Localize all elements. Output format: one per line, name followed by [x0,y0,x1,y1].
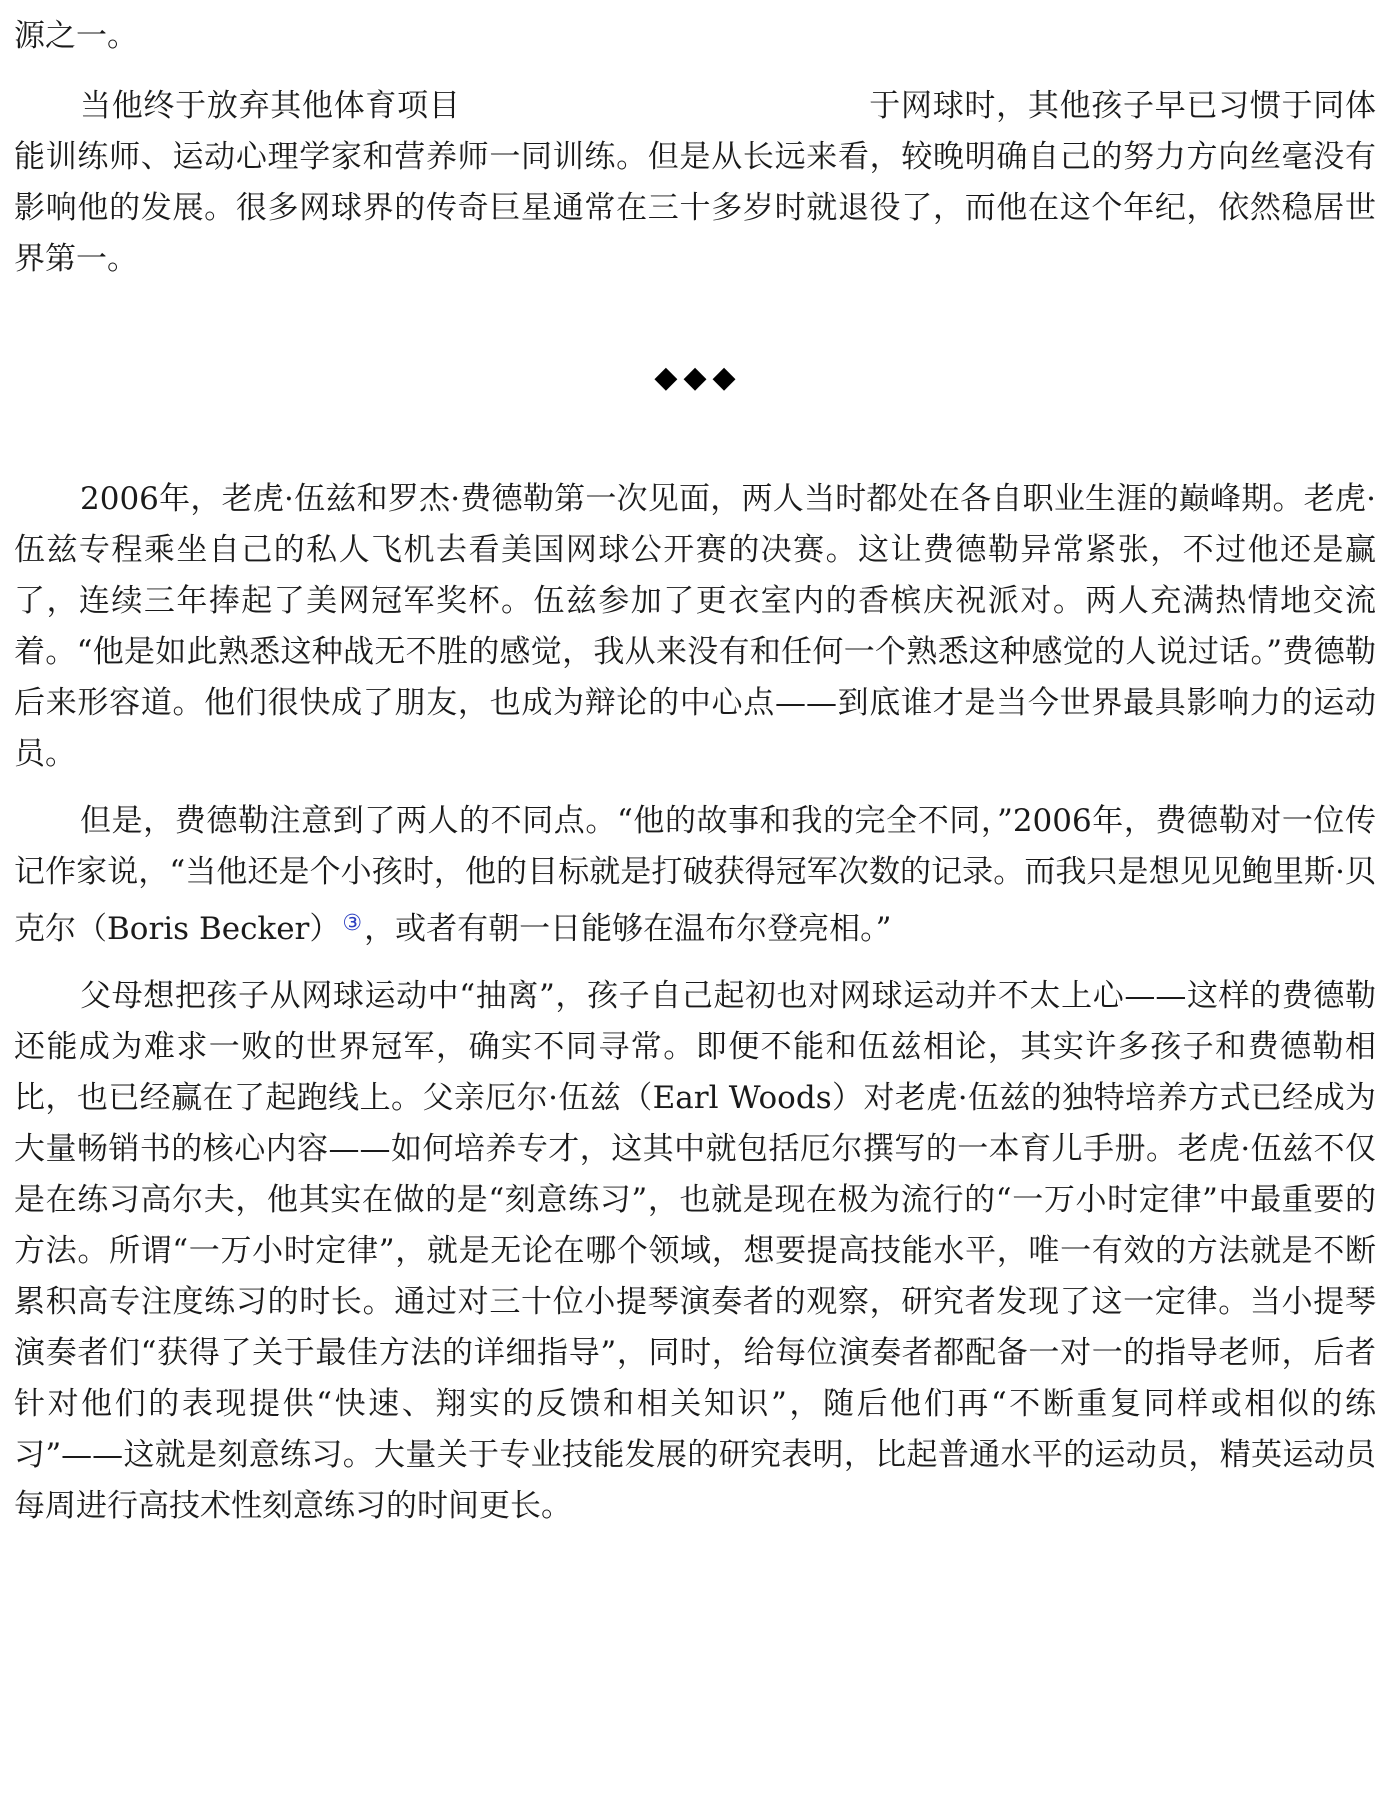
quote-text-end: ，或者有朝一日能够在温布尔登亮相。” [364,911,892,947]
paragraph-text-rest: 于网球时，其他孩子早已习惯于同体能训练师、运动心理学家和营养师一同训练。但是从长远来看，较晚明确自己的努力方向丝毫没有影响他的发展。很多网球界的传奇巨星通常在三十多岁时就退役了，而他在这个年纪，依然稳居世界第一。 [14,88,1377,277]
section-divider: ◆◆◆ [654,360,742,395]
paragraph-late-specialization [14,81,1376,285]
paragraph-deliberate-practice: 父母想把孩子从网球运动中“抽离”，孩子自己起初也对网球运动并不太上心——这样的费德勒还能成为难求一败的世界冠军，确实不同寻常。即便不能和伍兹相论，其实许多孩子和费德勒相比，也已经赢在了起跑线上。父亲厄尔·伍兹（Earl Woods）对老虎·伍兹的独特培养方式已经成为大量畅销书的核心内容——如何培养专才，这其中就包括厄尔撰写的一本育儿手册。老虎·伍兹不仅是在练习高尔夫，他其实在做的是“刻意练习”，也就是现在极为流行的“一万小时定律”中最重要的方法。所谓“一万小时定律”，就是无论在哪个领域，想要提高技能水平，唯一有效的方法就是不断累积高专注度练习的时长。通过对三十位小提琴演奏者的观察，研究者发现了这一定律。当小提琴演奏者们“获得了关于最佳方法的详细指导”，同时，给每位演奏者都配备一对一的指导老师，后者针对他们的表现提供“快速、翔实的反馈和相关知识”，随后他们再“不断重复同样或相似的练习”——这就是刻意练习。大量关于专业技能发展的研究表明，比起普通水平的运动员，精英运动员每周进行高技术性刻意练习的时间更长。 [14,978,1376,1524]
paragraph-woods-federer-meeting: 2006年，老虎·伍兹和罗杰·费德勒第一次见面，两人当时都处在各自职业生涯的巅峰期。老虎·伍兹专程乘坐自己的私人飞机去看美国网球公开赛的决赛。这让费德勒异常紧张，不过他还是赢了，连续三年捧起了美网冠军奖杯。伍兹参加了更衣室内的香槟庆祝派对。两人充满热情地交流着。“他是如此熟悉这种战无不胜的感觉，我从来没有和任何一个熟悉这种感觉的人说过话。”费德勒后来形容道。他们很快成了朋友，也成为辩论的中心点——到底谁才是当今世界最具影响力的运动员。 [14,481,1376,772]
book-page [14,0,1376,1532]
footnote-marker[interactable]: ③ [342,911,363,936]
quote-text: 但是，费德勒注意到了两人的不同点。“他的故事和我的完全不同，”2006年，费德勒对一位传记作家说，“当他还是个小孩时，他的目标就是打破获得冠军次数的记录。而我只是想见见鲍里斯·贝克尔（Boris Becker） [14,803,1376,947]
carryover-line: 源之一。 [14,18,138,54]
paragraph-text-start: 当他终于放弃其他体育项目 [80,88,461,124]
paragraph-federer-quote [14,796,1376,955]
